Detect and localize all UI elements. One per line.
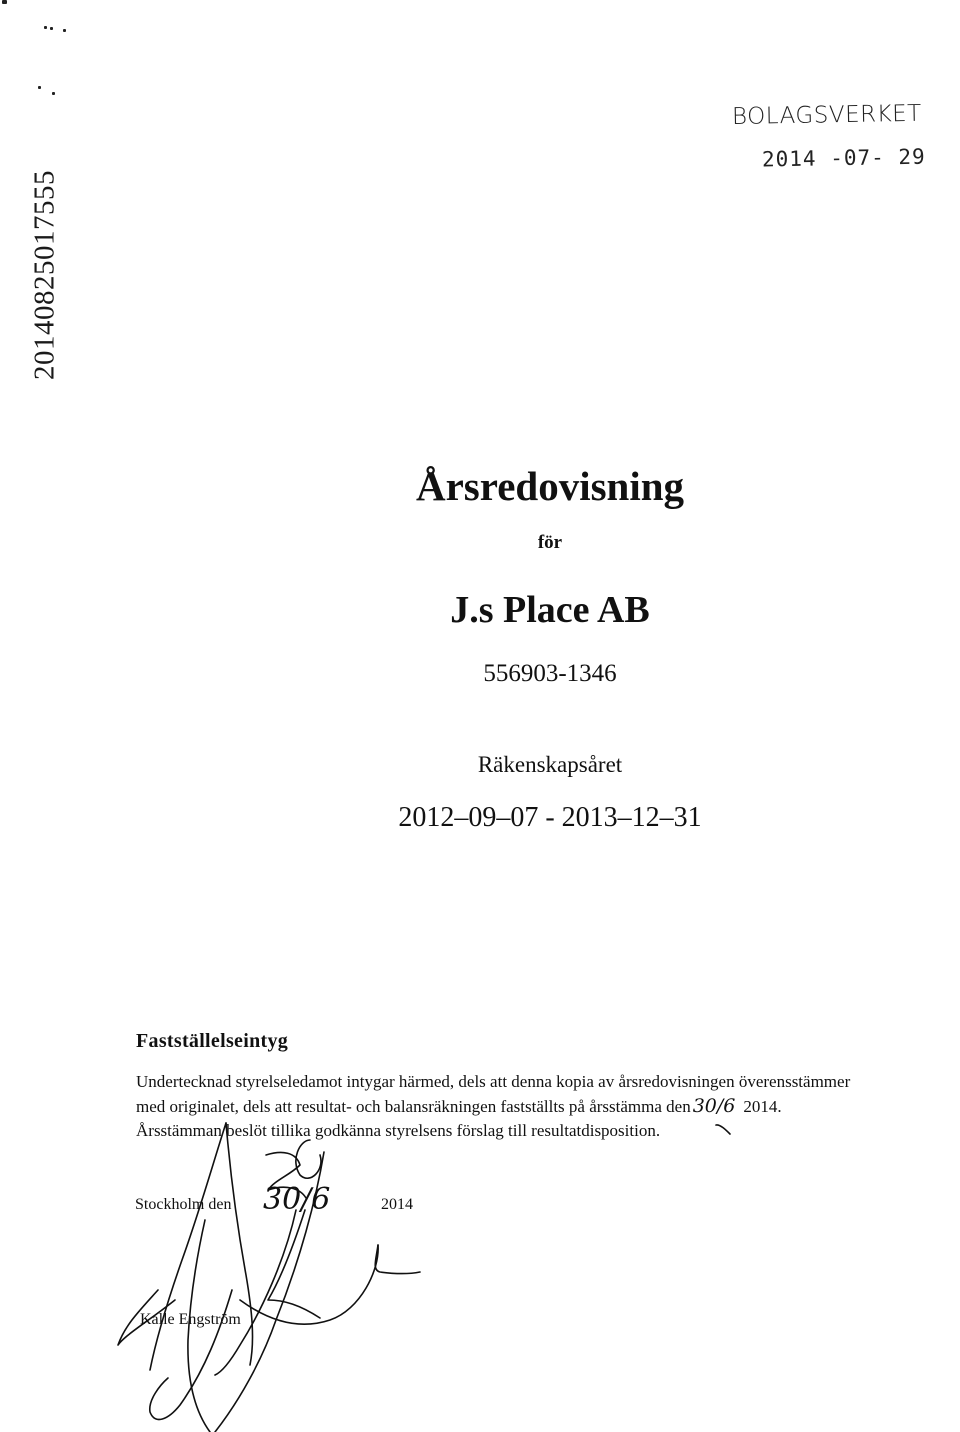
organisation-number: 556903-1346 (483, 660, 617, 687)
signature-place-date (135, 1182, 435, 1217)
certificate-line-2 (136, 1094, 956, 1119)
for-label: för (537, 532, 563, 553)
handwritten-meeting-date: 30/6 (692, 1095, 736, 1117)
certificate-year: 2014. (743, 1097, 782, 1116)
certificate-line-2-text: med originalet, dels att resultat- och balansräkningen fastställts på årsstämma den (136, 1097, 691, 1116)
signature-place: Stockholm den (135, 1196, 232, 1213)
certificate-line-3: Årsstämman beslöt tillika godkänna styrelsens förslag till resultatdisposition. (136, 1121, 661, 1140)
certificate-text (136, 1070, 956, 1143)
fiscal-year-label: Räkenskapsåret (477, 752, 623, 777)
document-registration-number: 20140825017555 (28, 170, 61, 380)
document-title: Årsredovisning (415, 463, 685, 509)
signature-handwritten-date: 30/6 (263, 1182, 331, 1217)
signer-name: Kalle Engström (140, 1311, 241, 1328)
certificate-line-1: Undertecknad styrelseledamot intygar härmed, dels att denna kopia av årsredovisningen överensstämmer (136, 1072, 851, 1091)
stamp-received-date: 2014 -07- 29 (761, 144, 926, 172)
stamp-agency-name: BOLAGSVERKET (731, 100, 922, 130)
fiscal-year-dates: 2012–09–07 - 2013–12–31 (398, 802, 702, 833)
certificate-heading: Fastställelseintyg (136, 1030, 289, 1052)
company-name: J.s Place AB (450, 589, 650, 631)
registry-received-stamp (731, 100, 932, 172)
signature-year: 2014 (381, 1196, 413, 1213)
